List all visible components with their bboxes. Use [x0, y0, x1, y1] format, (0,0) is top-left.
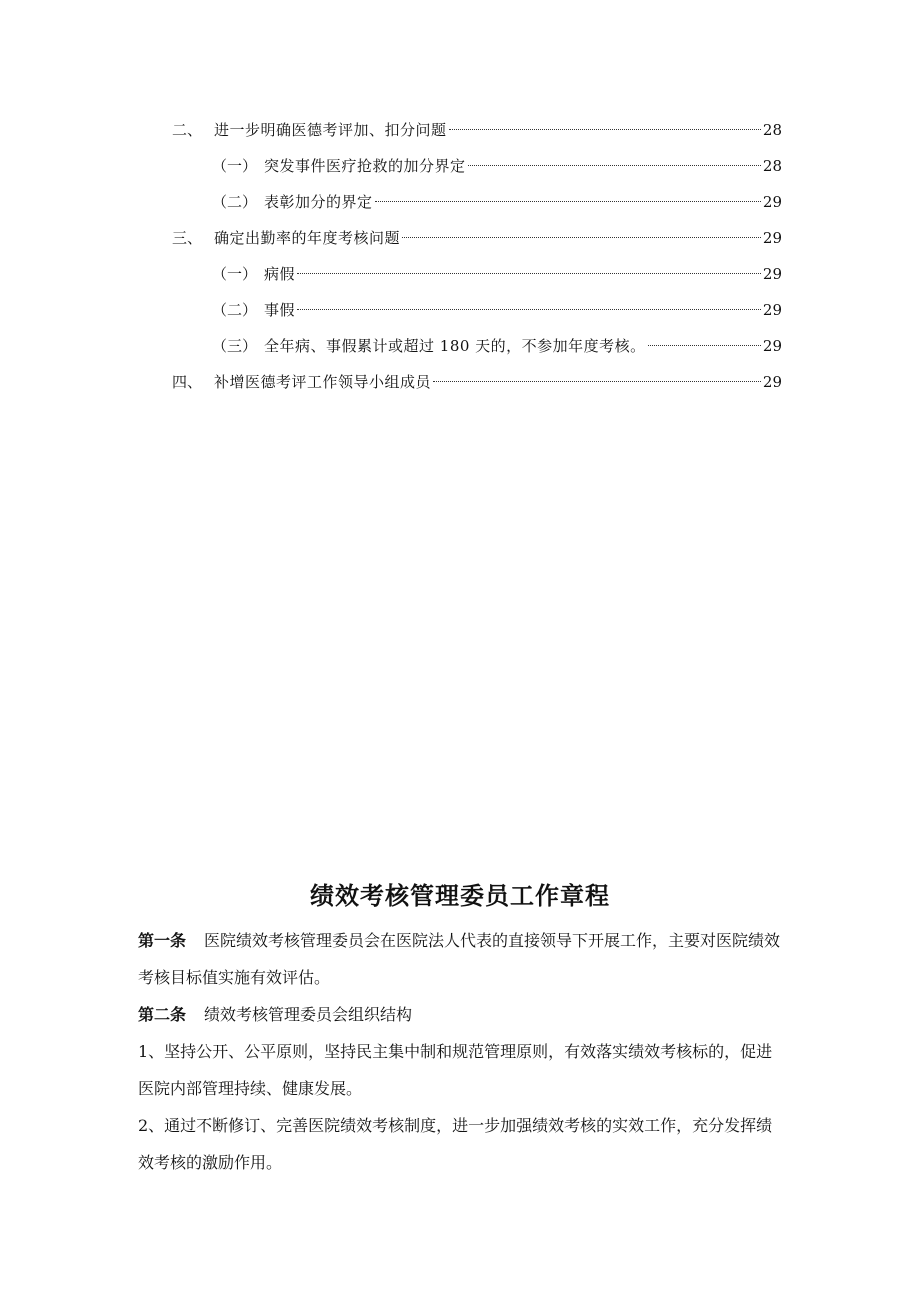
list-item: 1、坚持公开、公平原则，坚持民主集中制和规范管理原则，有效落实绩效考核标的，促进医院内部管理持续、健康发展。: [138, 1042, 773, 1098]
toc-leader-dots: [375, 201, 761, 202]
toc-entry[interactable]: [212, 154, 782, 178]
toc-leader-dots: [449, 129, 761, 130]
toc-leader-dots: [648, 345, 761, 346]
toc-page-number: 29: [762, 193, 782, 211]
toc-leader-dots: [433, 381, 761, 382]
article-text: 绩效考核管理委员会组织结构: [204, 1005, 413, 1024]
toc-number: （一）: [212, 265, 258, 283]
toc-entry[interactable]: [212, 334, 782, 358]
toc-title: 病假: [264, 265, 296, 283]
toc-number: 三、: [172, 229, 203, 247]
toc-page-number: 29: [762, 265, 782, 283]
toc-entry[interactable]: [212, 190, 782, 214]
toc-number: （二）: [212, 193, 258, 211]
document-title: 绩效考核管理委员工作章程: [310, 882, 610, 910]
toc-page-number: 28: [762, 121, 782, 139]
toc-title: 事假: [264, 301, 296, 319]
toc-entry[interactable]: [172, 118, 782, 142]
toc-title: 全年病、事假累计或超过 180 天的，不参加年度考核。: [264, 337, 646, 355]
toc-leader-dots: [468, 165, 761, 166]
toc-number: （三）: [212, 337, 258, 355]
article-label: 第二条: [138, 1005, 187, 1024]
toc-entry[interactable]: [212, 298, 782, 322]
article-2: [138, 996, 786, 1033]
toc-number: 二、: [172, 121, 203, 139]
toc-page-number: 29: [762, 229, 782, 247]
article-label: 第一条: [138, 931, 187, 950]
toc-title: 确定出勤率的年度考核问题: [214, 229, 401, 247]
list-item: 2、通过不断修订、完善医院绩效考核制度，进一步加强绩效考核的实效工作，充分发挥绩效考核的激励作用。: [138, 1116, 773, 1172]
document-body: [138, 922, 786, 1181]
article-1: [138, 922, 786, 996]
toc-number: （二）: [212, 301, 258, 319]
toc-title: 突发事件医疗抢救的加分界定: [264, 157, 466, 175]
toc-entry[interactable]: [172, 226, 782, 250]
toc-page-number: 29: [762, 373, 782, 391]
article-text: 医院绩效考核管理委员会在医院法人代表的直接领导下开展工作，主要对医院绩效考核目标值实施有效评估。: [138, 931, 781, 987]
toc-leader-dots: [297, 309, 761, 310]
toc-number: （一）: [212, 157, 258, 175]
toc-leader-dots: [297, 273, 761, 274]
toc-page-number: 28: [762, 157, 782, 175]
toc-title: 进一步明确医德考评加、扣分问题: [214, 121, 447, 139]
toc-entry[interactable]: [212, 262, 782, 286]
toc-leader-dots: [402, 237, 761, 238]
toc-title: 表彰加分的界定: [264, 193, 373, 211]
toc-number: 四、: [172, 373, 203, 391]
toc-page-number: 29: [762, 301, 782, 319]
toc-entry[interactable]: [172, 370, 782, 394]
toc-page-number: 29: [762, 337, 782, 355]
toc-title: 补增医德考评工作领导小组成员: [214, 373, 432, 391]
